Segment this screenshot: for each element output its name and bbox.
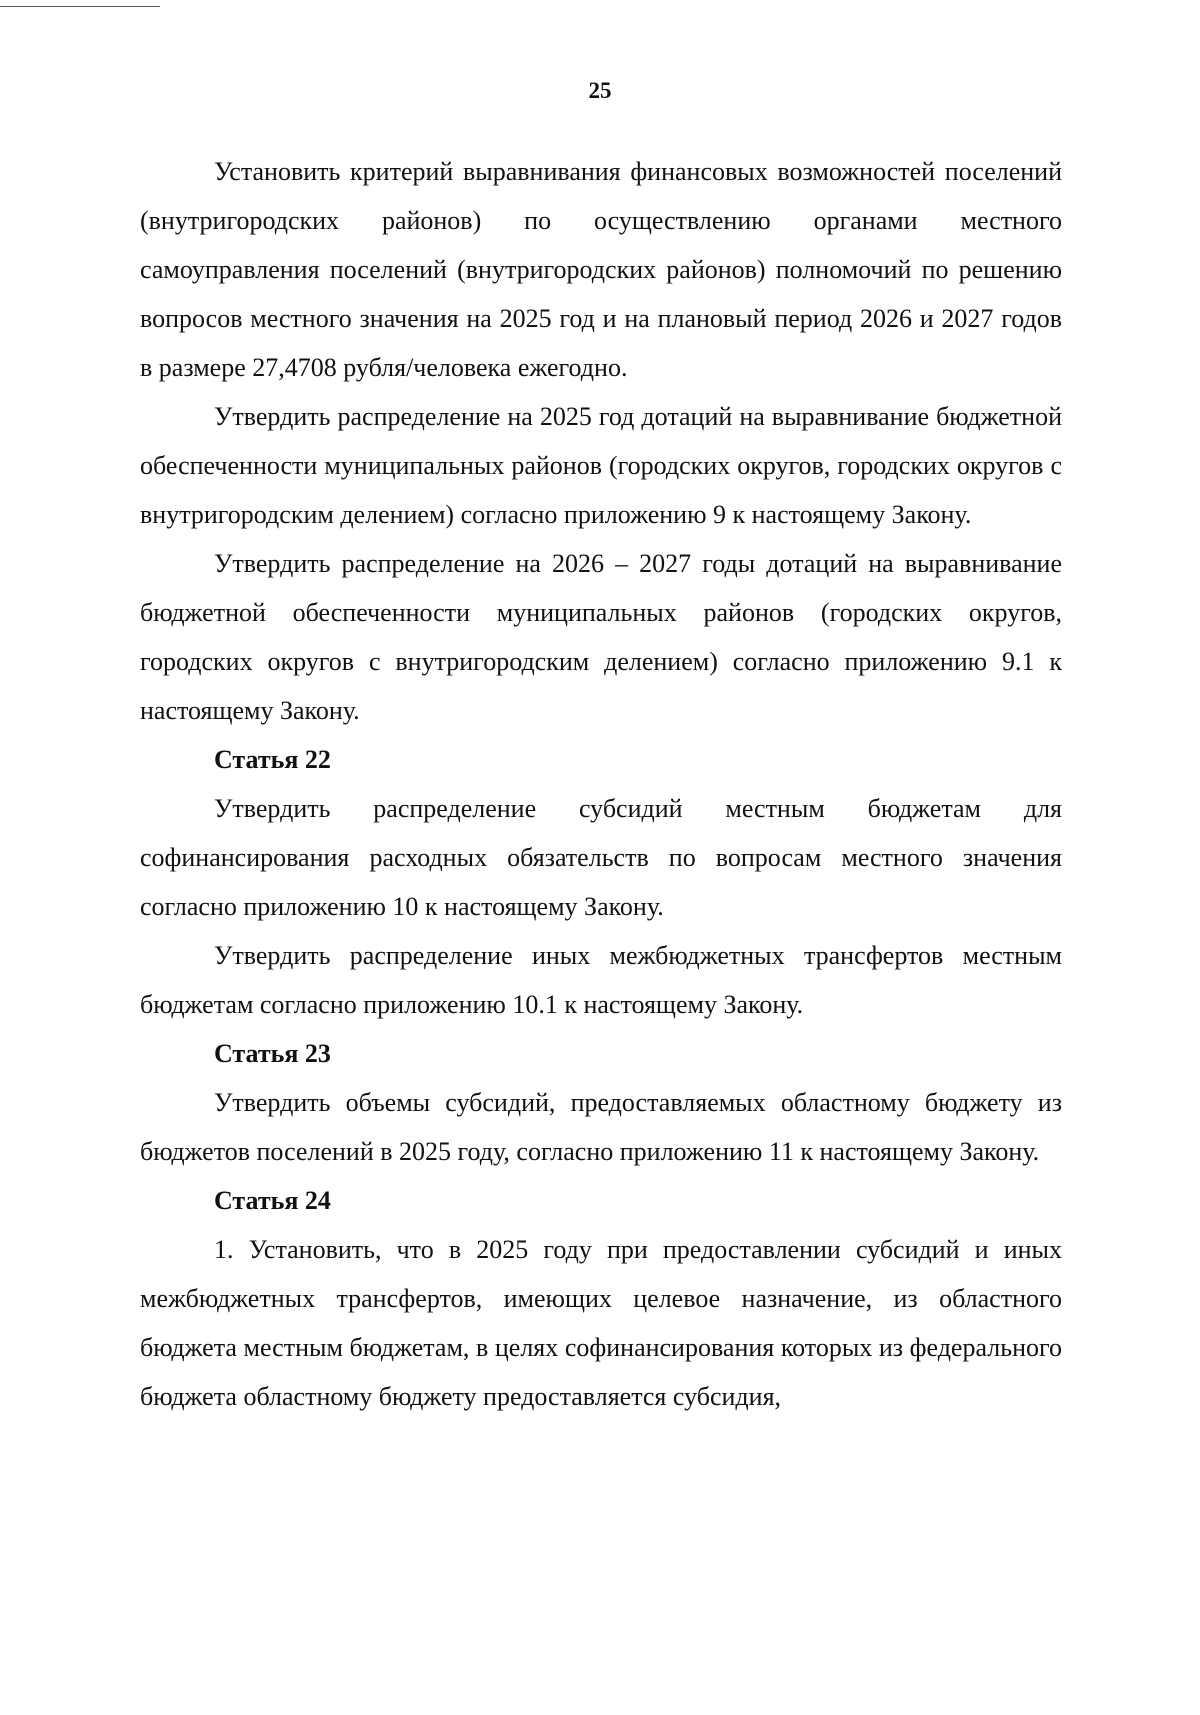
paragraph-dotations-2025: Утвердить распределение на 2025 год дотаций на выравнивание бюджетной обеспеченности муниципальных районов (городских округов, городских округов с внутригородским делением) согласно приложению 9 к настоящему Закону. (140, 402, 1062, 529)
article-heading-23: Статья 23 (214, 1039, 331, 1068)
paragraph-subsidies-regional: Утвердить объемы субсидий, предоставляемых областному бюджету из бюджетов поселений в 2025 году, согласно приложению 11 к настоящему Закону. (140, 1088, 1062, 1166)
paragraph-other-transfers: Утвердить распределение иных межбюджетных трансфертов местным бюджетам согласно приложению 10.1 к настоящему Закону. (140, 941, 1062, 1019)
paragraph-dotations-2026-2027: Утвердить распределение на 2026 – 2027 годы дотаций на выравнивание бюджетной обеспеченности муниципальных районов (городских округов, городских округов с внутригородским делением) согласно приложению 9.1 к настоящему Закону. (140, 549, 1062, 725)
document-body (140, 147, 1062, 1421)
paragraph-subsidies-local: Утвердить распределение субсидий местным бюджетам для софинансирования расходных обязательств по вопросам местного значения согласно приложению 10 к настоящему Закону. (140, 794, 1062, 921)
article-heading-22: Статья 22 (214, 745, 331, 774)
paragraph-criterion: Установить критерий выравнивания финансовых возможностей поселений (внутригородских районов) по осуществлению органами местного самоуправления поселений (внутригородских районов) полномочий по решению вопросов местного значения на 2025 год и на плановый период 2026 и 2027 годов в размере 27,4708 рубля/человека ежегодно. (140, 157, 1062, 382)
scan-edge-line (0, 6, 160, 7)
article-heading-24: Статья 24 (214, 1186, 331, 1215)
paragraph-article-24-item-1: 1. Установить, что в 2025 году при предоставлении субсидий и иных межбюджетных трансфертов, имеющих целевое назначение, из областного бюджета местным бюджетам, в целях софинансирования которых из федерального бюджета областному бюджету предоставляется субсидия, (140, 1235, 1062, 1411)
page-number: 25 (588, 78, 612, 103)
